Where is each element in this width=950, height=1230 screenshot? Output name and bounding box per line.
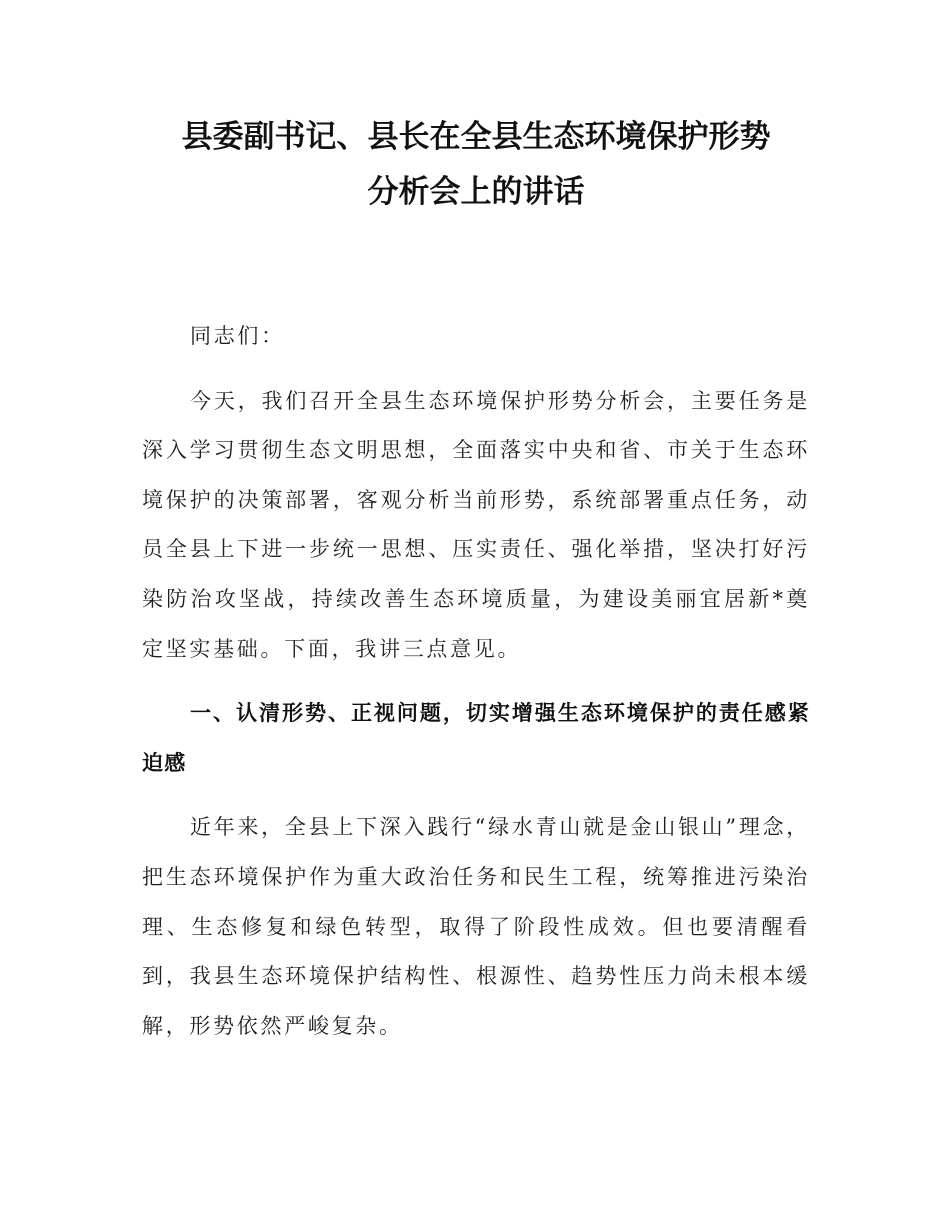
document-page — [142, 110, 810, 1066]
intro-paragraph: 今天，我们召开全县生态环境保护形势分析会，主要任务是深入学习贯彻生态文明思想，全面落实中央和省、市关于生态环境保护的决策部署，客观分析当前形势，系统部署重点任务，动员全县上下进一步统一思想、压实责任、强化举措，坚决打好污染防治攻坚战，持续改善生态环境质量，为建设美丽宜居新*奠定坚实基础。下面，我讲三点意见。 — [142, 388, 810, 661]
document-body — [142, 312, 810, 1051]
title-line-2: 分析会上的讲话 — [367, 174, 585, 210]
section-1-paragraph: 近年来，全县上下深入践行“绿水青山就是金山银山”理念，把生态环境保护作为重大政治任务和民生工程，统筹推进污染治理、生态修复和绿色转型，取得了阶段性成效。但也要清醒看到，我县生态环境保护结构性、根源性、趋势性压力尚未根本缓解，形势依然严峻复杂。 — [142, 815, 810, 1038]
title-line-1: 县委副书记、县长在全县生态环境保护形势 — [181, 119, 771, 155]
document-title — [142, 110, 810, 220]
salutation: 同志们： — [190, 324, 285, 348]
section-1-heading: 一、认清形势、正视问题，切实增强生态环境保护的责任感紧迫感 — [142, 701, 810, 775]
